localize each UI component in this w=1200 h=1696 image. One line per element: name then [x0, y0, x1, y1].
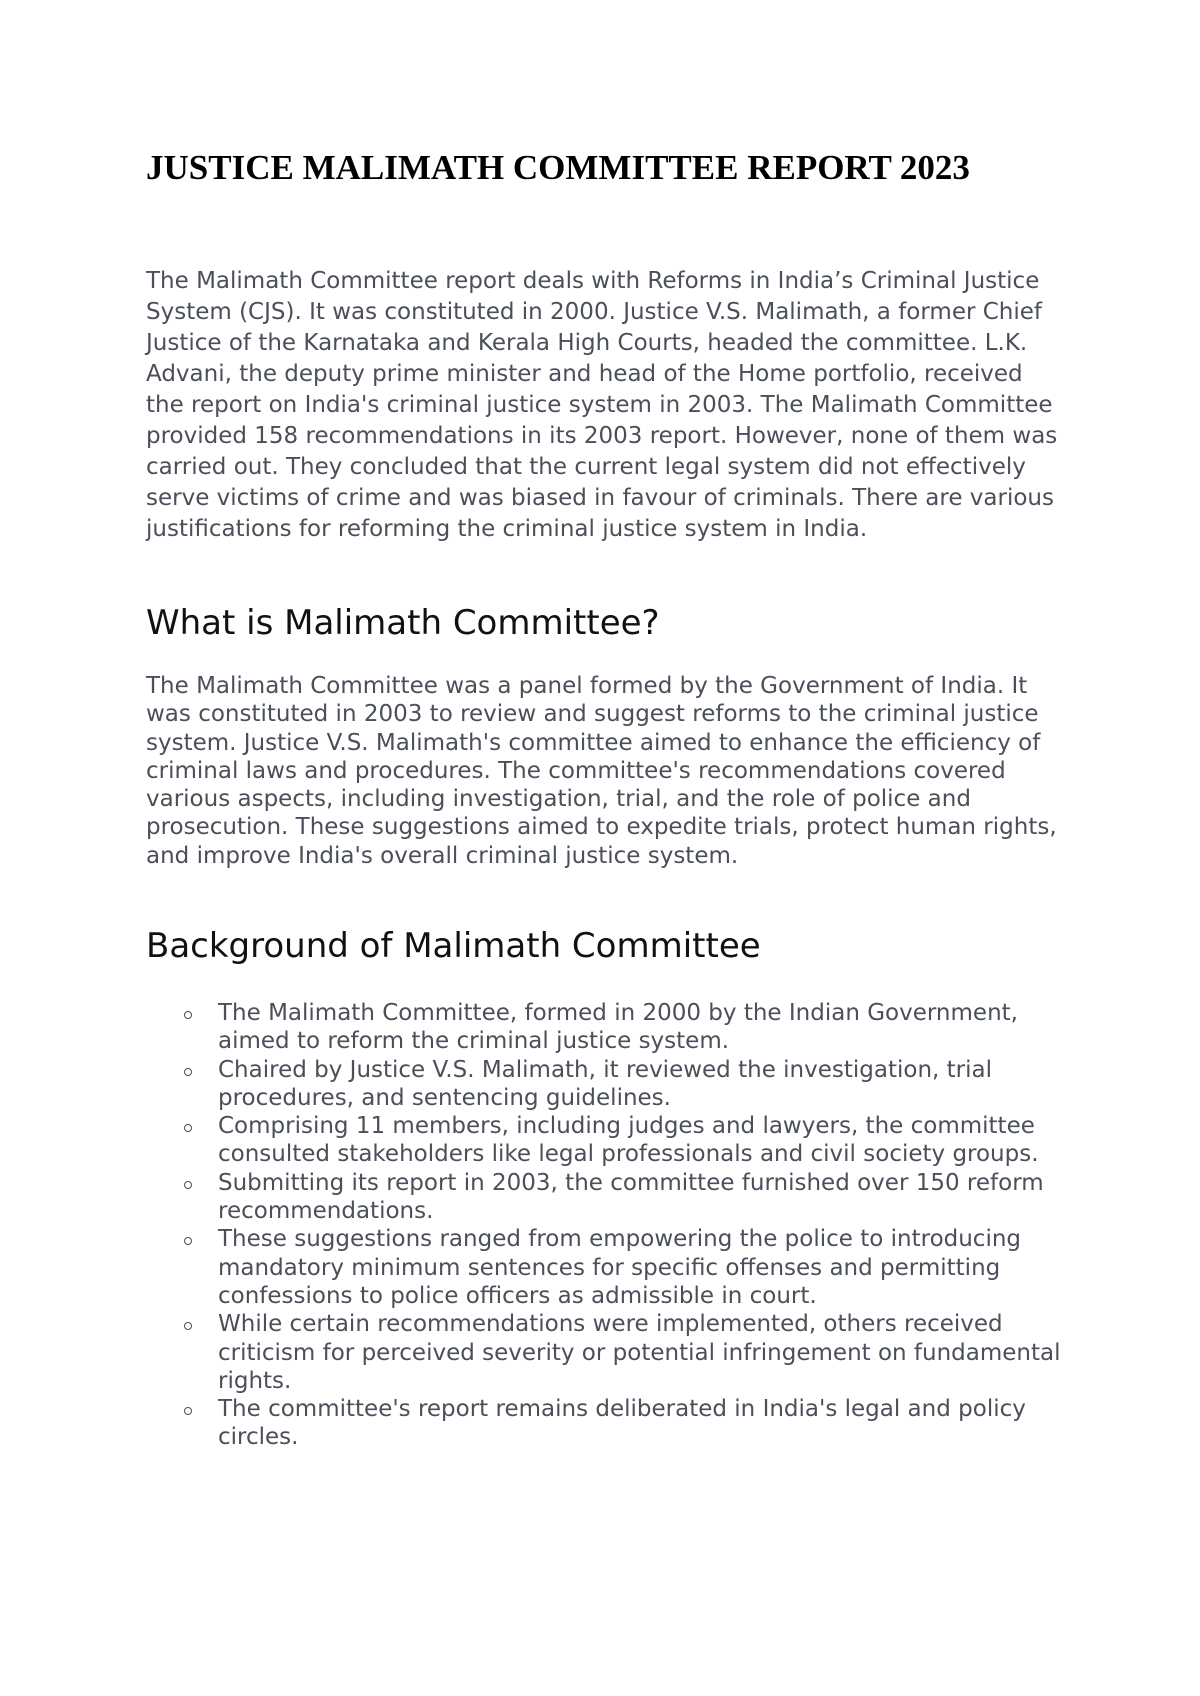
list-item-text: The committee's report remains deliberated in India's legal and policy circles. — [218, 1396, 1026, 1451]
hollow-circle-bullet-icon — [184, 1124, 192, 1132]
list-item-text: The Malimath Committee, formed in 2000 by the Indian Government, aimed to reform the criminal justice system. — [218, 1000, 1018, 1055]
hollow-circle-bullet-icon — [184, 1011, 192, 1019]
section-heading-background: Background of Malimath Committee — [146, 926, 761, 966]
list-item-text: These suggestions ranged from empowering the police to introducing mandatory minimum sentences for specific offenses and permitting confessions to police officers as admissible in court. — [218, 1226, 1022, 1309]
document-title: JUSTICE MALIMATH COMMITTEE REPORT 2023 — [146, 148, 970, 187]
list-item — [146, 1225, 1086, 1310]
hollow-circle-bullet-icon — [184, 1068, 192, 1076]
section-heading-what-is: What is Malimath Committee? — [146, 603, 660, 643]
hollow-circle-bullet-icon — [184, 1322, 192, 1330]
list-item — [146, 1310, 1086, 1395]
what-is-paragraph: The Malimath Committee was a panel formed by the Government of India. It was constituted in 2003 to review and suggest reforms to the criminal justice system. Justice V.S. Malimath's committee aimed to enhance the efficiency of criminal laws and procedures. The committee's recommendations covered various aspects, including investigation, trial, and the role of police and prosecution. These suggestions aimed to expedite trials, protect human rights, and improve India's overall criminal justice system. — [146, 673, 1057, 869]
list-item — [146, 1169, 1086, 1226]
intro-paragraph: The Malimath Committee report deals with Reforms in India’s Criminal Justice System (CJS). It was constituted in 2000. Justice V.S. Malimath, a former Chief Justice of the Karnataka and Kerala High Courts, headed the committee. L.K. Advani, the deputy prime minister and head of the Home portfolio, received the report on India's criminal justice system in 2003. The Malimath Committee provided 158 recommendations in its 2003 report. However, none of them was carried out. They concluded that the current legal system did not effectively serve victims of crime and was biased in favour of criminals. There are various justifications for reforming the criminal justice system in India. — [146, 268, 1058, 542]
list-item — [146, 999, 1086, 1056]
hollow-circle-bullet-icon — [184, 1237, 192, 1245]
list-item-text: Submitting its report in 2003, the committee furnished over 150 reform recommendations. — [218, 1169, 1044, 1225]
list-item-text: While certain recommendations were implemented, others received criticism for perceived severity or potential infringement on fundamental rights. — [218, 1311, 1061, 1394]
list-item — [146, 1395, 1086, 1452]
background-bullet-list — [146, 999, 1086, 1452]
hollow-circle-bullet-icon — [184, 1407, 192, 1415]
list-item — [146, 1112, 1086, 1169]
list-item-text: Comprising 11 members, including judges and lawyers, the committee consulted stakeholders like legal professionals and civil society groups. — [218, 1113, 1039, 1168]
list-item-text: Chaired by Justice V.S. Malimath, it reviewed the investigation, trial procedures, and sentencing guidelines. — [218, 1056, 992, 1111]
hollow-circle-bullet-icon — [184, 1181, 192, 1189]
list-item — [146, 1056, 1086, 1113]
